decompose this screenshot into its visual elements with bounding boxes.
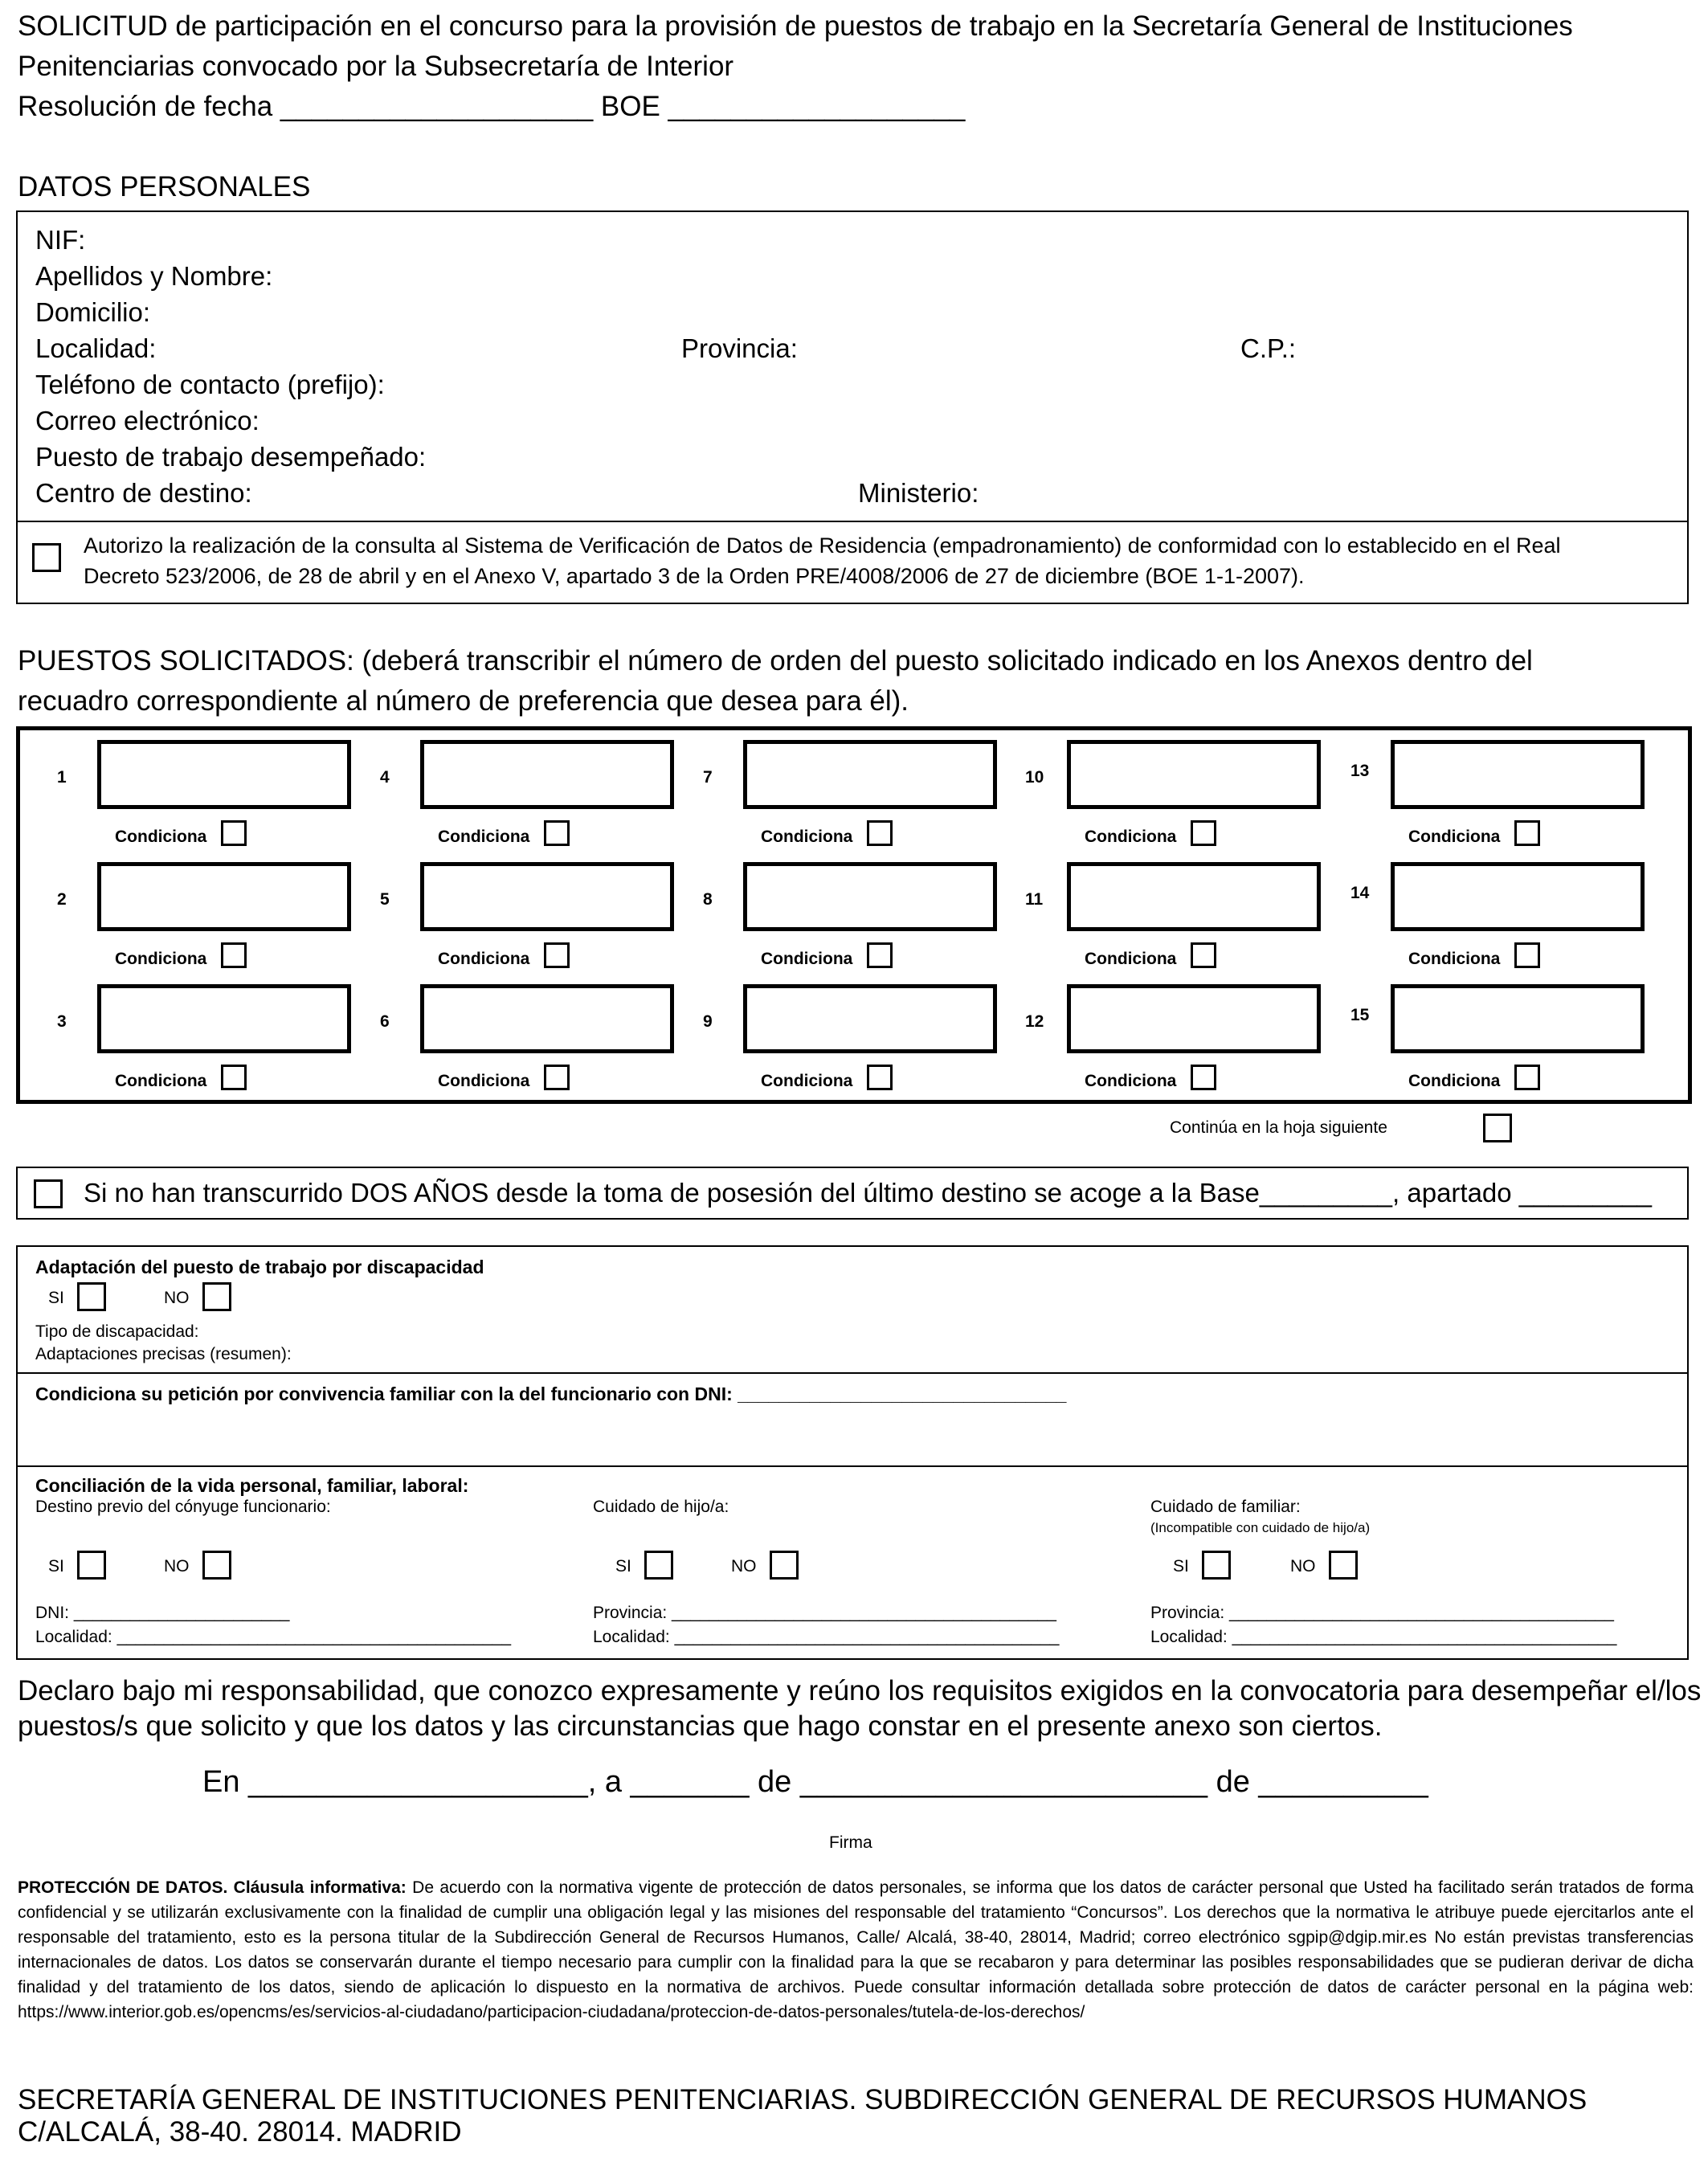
puestos-title-line1: PUESTOS SOLICITADOS: (deberá transcribir el número de orden del puesto solicitado indicado en los Anexos dentro del: [18, 645, 1533, 676]
condiciona-checkbox-3[interactable]: [221, 1065, 247, 1090]
condiciona-checkbox-15[interactable]: [1514, 1065, 1540, 1090]
continua-label: Continúa en la hoja siguiente: [1170, 1118, 1387, 1137]
conyuge-no-label: NO: [164, 1557, 190, 1576]
slot-number: 10: [1025, 768, 1044, 787]
slot-number: 8: [703, 890, 713, 909]
slot-number: 6: [380, 1012, 390, 1031]
resolucion-line[interactable]: Resolución de fecha ____________________ BOE ___________________: [18, 91, 966, 122]
convivencia-text[interactable]: Condiciona su petición por convivencia familiar con la del funcionario con DNI: ________________________________: [35, 1383, 1067, 1404]
cp-label[interactable]: C.P.:: [1240, 333, 1297, 363]
condiciona-checkbox-10[interactable]: [1191, 820, 1216, 846]
centro-label[interactable]: Centro de destino:: [35, 478, 252, 508]
conyuge-localidad-field[interactable]: Localidad: __________________________________________: [35, 1628, 512, 1646]
familiar-title: Cuidado de familiar:: [1150, 1498, 1301, 1516]
conyuge-si-checkbox[interactable]: [77, 1551, 106, 1580]
conyuge-title: Destino previo del cónyuge funcionario:: [35, 1498, 331, 1516]
hijo-provincia-field[interactable]: Provincia: _________________________________________: [593, 1604, 1056, 1622]
dos-anos-box: [16, 1167, 1689, 1220]
condiciona-checkbox-14[interactable]: [1514, 942, 1540, 968]
adaptaciones-label[interactable]: Adaptaciones precisas (resumen):: [35, 1345, 292, 1363]
puestos-title-line2: recuadro correspondiente al número de preferencia que desea para él).: [18, 685, 909, 717]
slot-number: 11: [1025, 890, 1044, 909]
hijo-title: Cuidado de hijo/a:: [593, 1498, 729, 1516]
footer-line2: C/ALCALÁ, 38-40. 28014. MADRID: [18, 2116, 462, 2148]
puestos-grid: [16, 726, 1692, 1104]
condiciona-checkbox-7[interactable]: [867, 820, 893, 846]
slot-number: 13: [1350, 762, 1370, 780]
name-label[interactable]: Apellidos y Nombre:: [35, 261, 273, 291]
condiciona-checkbox-5[interactable]: [544, 942, 570, 968]
condiciona-label: Condiciona: [438, 950, 530, 968]
slot-input-7[interactable]: [743, 740, 997, 809]
condiciones-box: [16, 1245, 1689, 1660]
consent-text-line1: Autorizo la realización de la consulta al Sistema de Verificación de Datos de Residencia (empadronamiento) de conformidad con lo establecido en el Real: [84, 533, 1561, 558]
puesto-label[interactable]: Puesto de trabajo desempeñado:: [35, 442, 427, 472]
slot-number: 3: [57, 1012, 67, 1031]
form-title-line1: SOLICITUD de participación en el concurso para la provisión de puestos de trabajo en la Secretaría General de Instituciones: [18, 10, 1573, 42]
familiar-provincia-field[interactable]: Provincia: _________________________________________: [1150, 1604, 1614, 1622]
declaracion-line1: Declaro bajo mi responsabilidad, que conozco expresamente y reúno los requisitos exigidos en la convocatoria para desempeñar el/los: [18, 1675, 1702, 1706]
slot-input-5[interactable]: [420, 862, 674, 931]
slot-input-3[interactable]: [97, 984, 351, 1053]
slot-input-2[interactable]: [97, 862, 351, 931]
email-label[interactable]: Correo electrónico:: [35, 406, 259, 435]
condiciona-label: Condiciona: [1085, 950, 1177, 968]
condiciona-checkbox-4[interactable]: [544, 820, 570, 846]
continua-checkbox[interactable]: [1483, 1114, 1512, 1142]
hijo-no-checkbox[interactable]: [770, 1551, 799, 1580]
slot-input-13[interactable]: [1391, 740, 1645, 809]
condiciona-checkbox-8[interactable]: [867, 942, 893, 968]
slot-number: 1: [57, 768, 67, 787]
slot-input-1[interactable]: [97, 740, 351, 809]
slot-input-8[interactable]: [743, 862, 997, 931]
condiciona-label: Condiciona: [115, 828, 207, 846]
condiciona-label: Condiciona: [438, 828, 530, 846]
familiar-no-label: NO: [1290, 1557, 1316, 1576]
familiar-si-checkbox[interactable]: [1202, 1551, 1231, 1580]
condiciona-checkbox-2[interactable]: [221, 942, 247, 968]
slot-number: 12: [1025, 1012, 1044, 1031]
consent-text-line2: Decreto 523/2006, de 28 de abril y en el Anexo V, apartado 3 de la Orden PRE/4008/2006 de 27 de diciembre (BOE 1-1-2007).: [84, 564, 1305, 588]
condiciona-label: Condiciona: [1408, 950, 1501, 968]
slot-number: 9: [703, 1012, 713, 1031]
datos-personales-title: DATOS PERSONALES: [18, 171, 311, 202]
footer-line1: SECRETARÍA GENERAL DE INSTITUCIONES PENITENCIARIAS. SUBDIRECCIÓN GENERAL DE RECURSOS HUMANOS: [18, 2084, 1587, 2115]
adaptacion-si-checkbox[interactable]: [77, 1282, 106, 1311]
condiciona-checkbox-11[interactable]: [1191, 942, 1216, 968]
declaracion-line2: puestos/s que solicito y que los datos y las circunstancias que hago constar en el presente anexo son ciertos.: [18, 1710, 1383, 1742]
divider: [18, 1465, 1687, 1467]
nif-label[interactable]: NIF:: [35, 225, 86, 255]
condiciona-checkbox-13[interactable]: [1514, 820, 1540, 846]
familiar-si-label: SI: [1173, 1557, 1189, 1576]
place-date-line[interactable]: En ____________________, a _______ de ________________________ de __________: [202, 1765, 1428, 1799]
slot-input-6[interactable]: [420, 984, 674, 1053]
conyuge-no-checkbox[interactable]: [202, 1551, 231, 1580]
condiciona-label: Condiciona: [115, 950, 207, 968]
condiciona-checkbox-1[interactable]: [221, 820, 247, 846]
divider: [18, 521, 1687, 522]
datos-personales-box: [16, 210, 1689, 604]
slot-number: 7: [703, 768, 713, 787]
dos-anos-text[interactable]: Si no han transcurrido DOS AÑOS desde la toma de posesión del último destino se acoge a la Base_________, apartado _________: [84, 1178, 1652, 1208]
slot-input-14[interactable]: [1391, 862, 1645, 931]
conyuge-dni-field[interactable]: DNI: _______________________: [35, 1604, 290, 1622]
condiciona-label: Condiciona: [1085, 828, 1177, 846]
domicilio-label[interactable]: Domicilio:: [35, 297, 151, 327]
condiciona-label: Condiciona: [761, 828, 853, 846]
adaptacion-title: Adaptación del puesto de trabajo por discapacidad: [35, 1257, 484, 1277]
divider: [18, 1372, 1687, 1374]
slot-input-9[interactable]: [743, 984, 997, 1053]
condiciona-label: Condiciona: [115, 1072, 207, 1090]
dos-anos-checkbox[interactable]: [34, 1179, 63, 1208]
condiciona-checkbox-12[interactable]: [1191, 1065, 1216, 1090]
hijo-localidad-field[interactable]: Localidad: _________________________________________: [593, 1628, 1060, 1646]
proteccion-datos-text: PROTECCIÓN DE DATOS. Cláusula informativa: De acuerdo con la normativa vigente de protección de datos personales, se informa que los datos de carácter personal que Usted ha facilitado serán tratados de forma confidencial y se utilizarán exclusivamente con la finalidad de cumplir una obligación legal y las misiones del responsable del tratamiento “Concursos”. Los derechos que la normativa le atribuye puede ejercitarlos ante el responsable del tratamiento, esto es la persona titular de la Subdirección General de Recursos Humanos, Calle/ Alcalá, 38-40, 28014, Madrid; correo electrónico sgpip@dgip.mir.es No están previstas transferencias internacionales de datos. Los datos se conservarán durante el tiempo necesario para cumplir con la finalidad para la que se recabaron y para determinar las posibles responsabilidades que se pudieran derivar de dicha finalidad y del tratamiento de los datos, siendo de aplicación lo dispuesto en la normativa de archivos. Puede consultar información detallada sobre protección de datos de carácter personal en la página web: https://www.interior.gob.es/opencms/es/servicios-al-ciudadano/participacion-ciudadana/proteccion-de-datos-personales/tutela-de-los-derechos/: [18, 1878, 1694, 2021]
condiciona-checkbox-9[interactable]: [867, 1065, 893, 1090]
slot-input-15[interactable]: [1391, 984, 1645, 1053]
condiciona-label: Condiciona: [438, 1072, 530, 1090]
slot-number: 5: [380, 890, 390, 909]
slot-input-12[interactable]: [1067, 984, 1321, 1053]
ministerio-label[interactable]: Ministerio:: [858, 478, 979, 508]
condiciona-label: Condiciona: [761, 950, 853, 968]
familiar-localidad-field[interactable]: Localidad: _________________________________________: [1150, 1628, 1617, 1646]
familiar-no-checkbox[interactable]: [1329, 1551, 1358, 1580]
condiciona-label: Condiciona: [1408, 1072, 1501, 1090]
consent-checkbox[interactable]: [32, 543, 61, 572]
condiciona-label: Condiciona: [1085, 1072, 1177, 1090]
condiciona-label: Condiciona: [1408, 828, 1501, 846]
adaptacion-no-checkbox[interactable]: [202, 1282, 231, 1311]
telefono-label[interactable]: Teléfono de contacto (prefijo):: [35, 370, 385, 399]
slot-number: 14: [1350, 884, 1370, 902]
adaptacion-no-label: NO: [164, 1289, 190, 1307]
slot-input-11[interactable]: [1067, 862, 1321, 931]
slot-input-10[interactable]: [1067, 740, 1321, 809]
condiciona-checkbox-6[interactable]: [544, 1065, 570, 1090]
slot-input-4[interactable]: [420, 740, 674, 809]
hijo-si-checkbox[interactable]: [644, 1551, 673, 1580]
provincia-label[interactable]: Provincia:: [681, 333, 798, 363]
hijo-no-label: NO: [731, 1557, 757, 1576]
adaptacion-si-label: SI: [48, 1289, 64, 1307]
hijo-si-label: SI: [615, 1557, 631, 1576]
familiar-note: (Incompatible con cuidado de hijo/a): [1150, 1520, 1371, 1535]
firma-label: Firma: [829, 1833, 872, 1852]
localidad-label[interactable]: Localidad:: [35, 333, 157, 363]
slot-number: 15: [1350, 1006, 1370, 1024]
condiciona-label: Condiciona: [761, 1072, 853, 1090]
slot-number: 2: [57, 890, 67, 909]
conciliacion-title: Conciliación de la vida personal, familiar, laboral:: [35, 1475, 469, 1496]
slot-number: 4: [380, 768, 390, 787]
form-title-line2: Penitenciarias convocado por la Subsecretaría de Interior: [18, 51, 734, 82]
tipo-discapacidad-label[interactable]: Tipo de discapacidad:: [35, 1322, 199, 1341]
conyuge-si-label: SI: [48, 1557, 64, 1576]
